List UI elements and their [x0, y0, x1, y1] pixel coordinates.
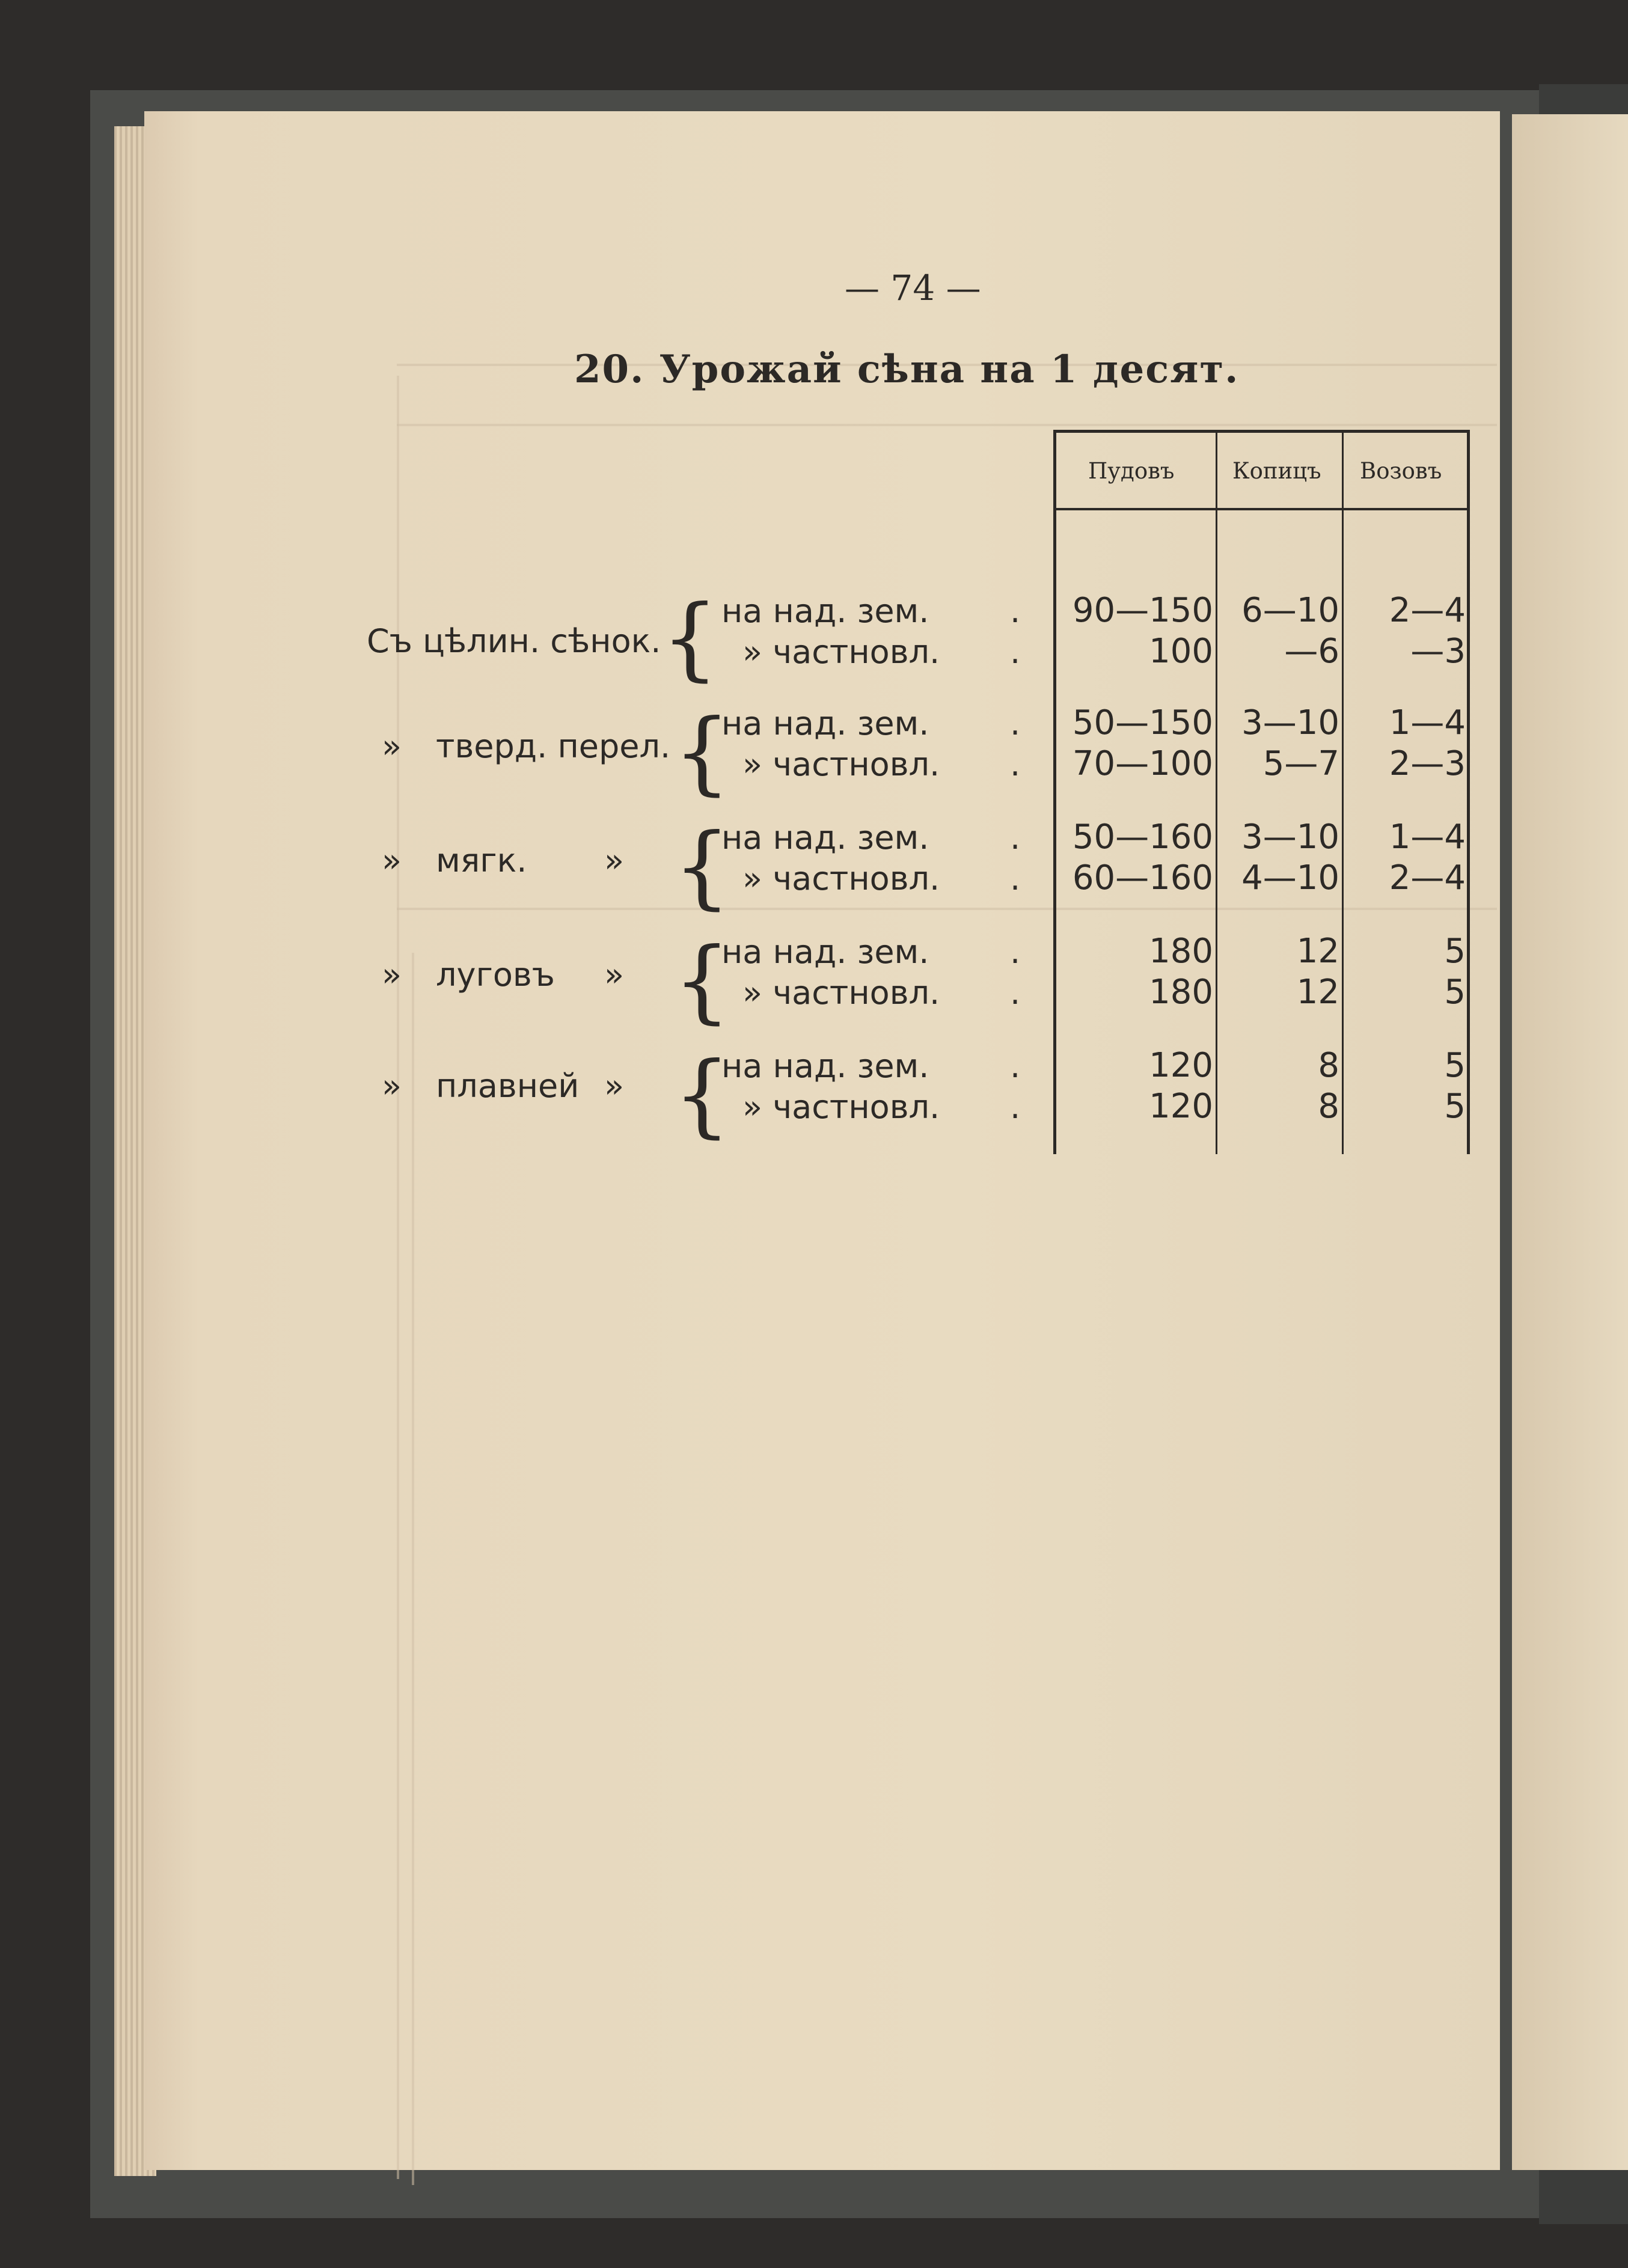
brace: { [673, 929, 731, 1033]
row-dot: . [1010, 633, 1021, 671]
cell-pud: 180 [1149, 973, 1213, 1012]
cell-kop: 3—10 [1241, 703, 1339, 742]
row-label: на над. зем. [721, 592, 929, 630]
row-dot: . [1010, 933, 1021, 971]
brace: { [673, 815, 731, 919]
row-label: » частновл. [742, 974, 940, 1012]
col-rule-2 [1342, 430, 1344, 1154]
cell-pud: 120 [1149, 1087, 1213, 1126]
cell-voz: 2—3 [1389, 744, 1466, 783]
book-page [144, 111, 1500, 2170]
page-number: — 74 — [845, 267, 981, 308]
group-ditto: » [382, 1067, 402, 1105]
row-label: » частновл. [742, 860, 940, 897]
group-label: луговъ [436, 956, 555, 994]
cell-voz: 5 [1444, 1046, 1466, 1085]
row-label: на над. зем. [721, 705, 929, 742]
row-label: на над. зем. [721, 933, 929, 971]
col-left-rule [1053, 430, 1056, 1154]
cell-voz: 2—4 [1389, 858, 1466, 897]
cell-kop: 12 [1296, 973, 1339, 1012]
cell-pud: 70—100 [1072, 744, 1213, 783]
cell-kop: 4—10 [1241, 858, 1339, 897]
col-header-pud: Пудовъ [1088, 458, 1175, 484]
row-dot: . [1010, 705, 1021, 742]
group-ditto: » [604, 1067, 625, 1105]
row-dot: . [1010, 745, 1021, 783]
group-label: мягк. [436, 842, 527, 879]
cell-voz: 5 [1444, 1087, 1466, 1126]
cell-kop: 5—7 [1262, 744, 1339, 783]
cell-kop: 3—10 [1241, 818, 1339, 857]
cell-pud: 180 [1149, 932, 1213, 971]
cell-pud: 50—160 [1072, 818, 1213, 857]
cell-kop: 12 [1296, 932, 1339, 971]
cell-pud: 90—150 [1072, 591, 1213, 630]
table-header-rule [1055, 508, 1470, 510]
col-rule-1 [1216, 430, 1217, 1154]
row-dot: . [1010, 974, 1021, 1012]
row-dot: . [1010, 860, 1021, 897]
group-label: Съ цѣлин. сѣнок. [367, 622, 661, 660]
cell-voz: 1—4 [1389, 818, 1466, 857]
col-right-rule [1467, 430, 1470, 1154]
cell-voz: —3 [1410, 632, 1466, 671]
cell-pud: 60—160 [1072, 858, 1213, 897]
brace: { [673, 700, 731, 805]
cell-pud: 120 [1149, 1046, 1213, 1085]
cell-pud: 100 [1149, 632, 1213, 671]
table-top-rule [1055, 430, 1470, 433]
group-ditto: » [382, 842, 402, 879]
cell-kop: —6 [1284, 632, 1339, 671]
group-label: тверд. перел. [436, 727, 671, 765]
group-ditto: » [604, 842, 625, 879]
cell-kop: 8 [1318, 1087, 1339, 1126]
brace: { [661, 586, 719, 691]
row-label: » частновл. [742, 1088, 940, 1126]
row-dot: . [1010, 1047, 1021, 1085]
cell-voz: 2—4 [1389, 591, 1466, 630]
row-dot: . [1010, 819, 1021, 857]
cell-voz: 5 [1444, 932, 1466, 971]
group-ditto: » [604, 956, 625, 994]
group-ditto: » [382, 956, 402, 994]
row-label: на над. зем. [721, 1047, 929, 1085]
cell-kop: 8 [1318, 1046, 1339, 1085]
row-label: » частновл. [742, 745, 940, 783]
row-label: » частновл. [742, 633, 940, 671]
page-title: 20. Урожай сѣна на 1 десят. [574, 347, 1240, 392]
col-header-voz: Возовъ [1360, 458, 1442, 484]
facing-page [1512, 114, 1628, 2170]
cell-voz: 5 [1444, 973, 1466, 1012]
cell-voz: 1—4 [1389, 703, 1466, 742]
col-header-kop: Копицъ [1232, 458, 1321, 484]
row-dot: . [1010, 592, 1021, 630]
group-label: плавней [436, 1067, 580, 1105]
group-ditto: » [382, 727, 402, 765]
row-dot: . [1010, 1088, 1021, 1126]
cell-pud: 50—150 [1072, 703, 1213, 742]
brace: { [673, 1043, 731, 1148]
row-label: на над. зем. [721, 819, 929, 857]
cell-kop: 6—10 [1241, 591, 1339, 630]
